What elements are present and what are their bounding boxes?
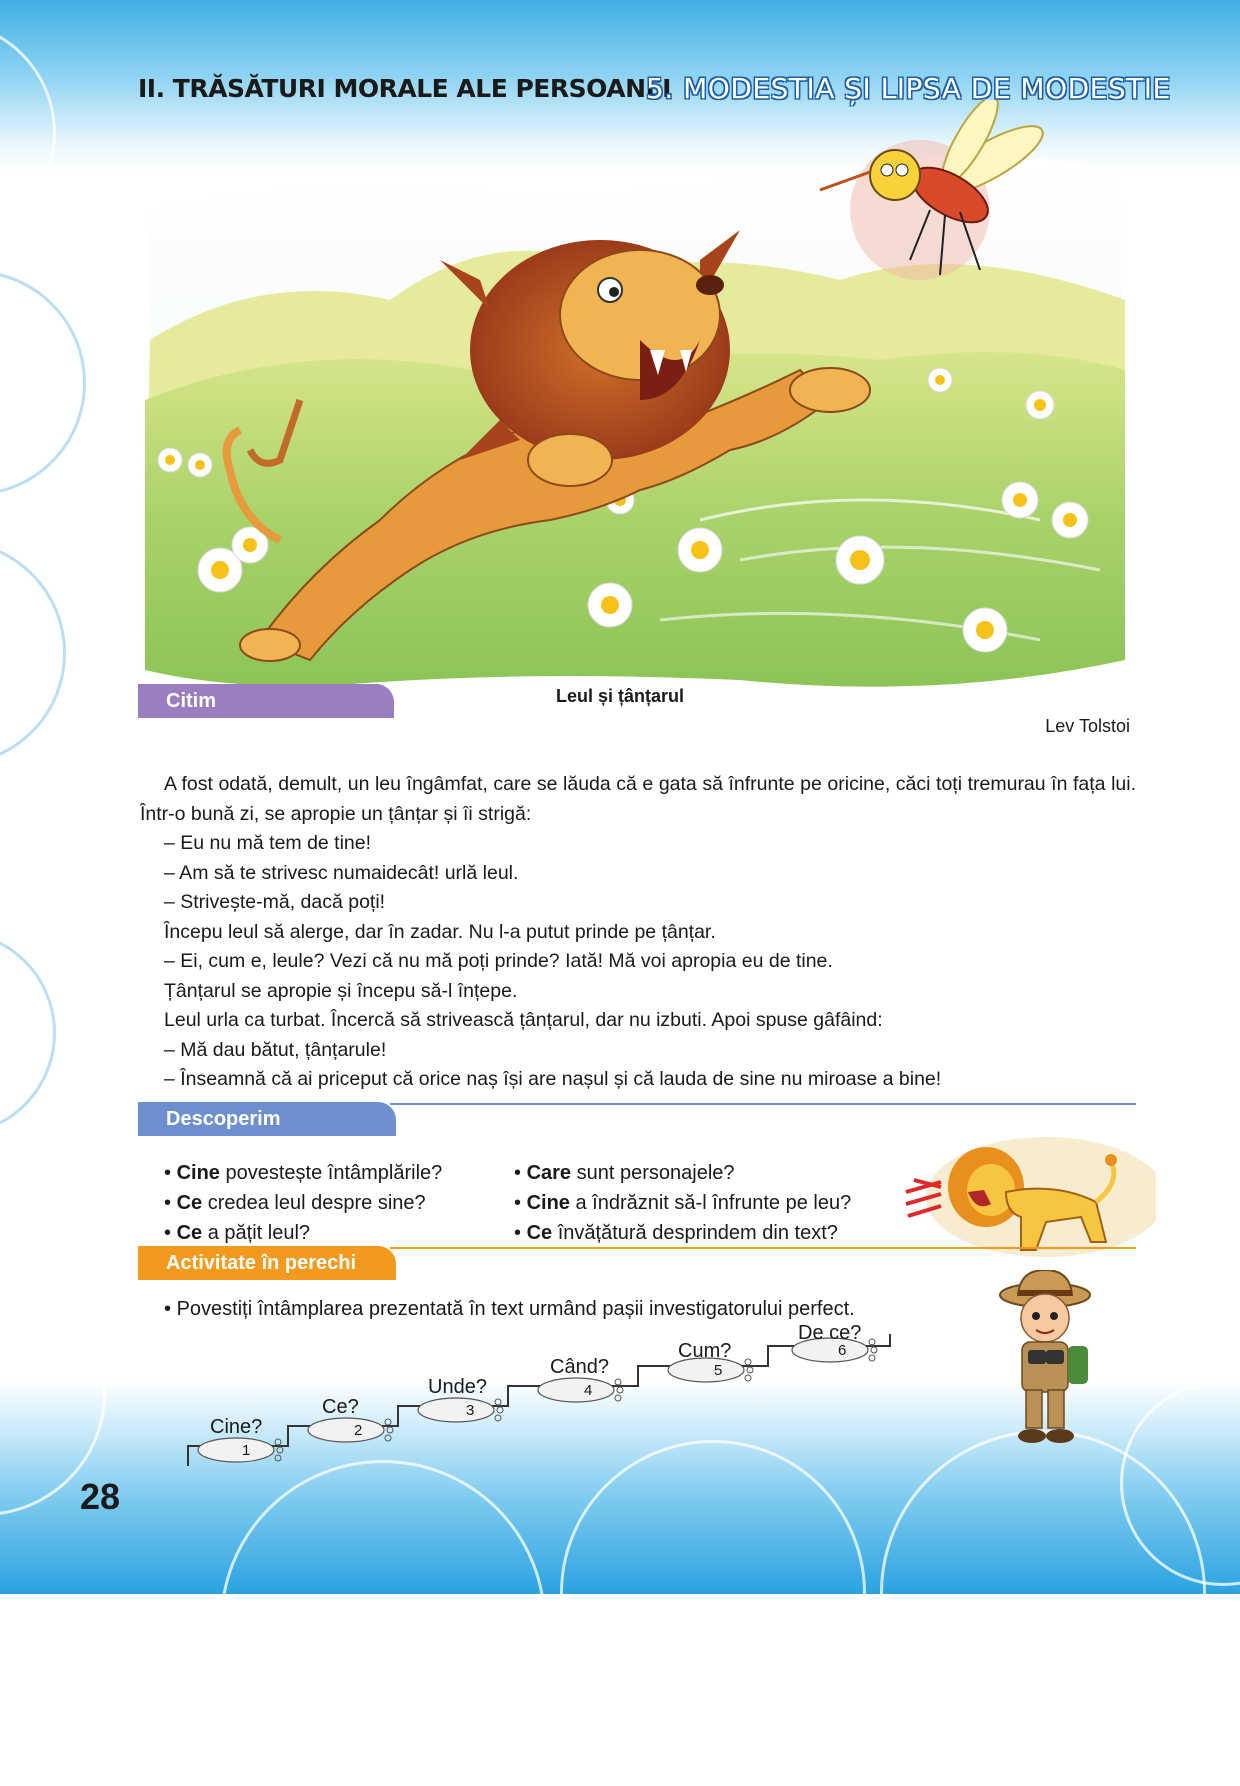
- question-item: [514, 1222, 838, 1245]
- story-line: Începu leul să alerge, dar în zadar. Nu l-a putut prinde pe țânțar.: [164, 920, 716, 943]
- section-pair-activity-tab: Activitate în perechi: [138, 1246, 396, 1280]
- story-title: Leul și țânțarul: [556, 686, 685, 706]
- story-author: Lev Tolstoi: [1045, 716, 1130, 736]
- activity-instruction: [164, 1298, 855, 1321]
- step-number: 5: [714, 1362, 723, 1379]
- question-text: credea leul despre sine?: [202, 1192, 426, 1214]
- bullet: •: [164, 1162, 172, 1184]
- bullet: •: [514, 1192, 522, 1214]
- story-line: – Eu nu mă tem de tine!: [164, 832, 372, 854]
- lion-mosquito-illustration: [140, 100, 1130, 700]
- section-read-tab: Citim: [138, 684, 394, 718]
- lesson-title: 5. MODESTIA ȘI LIPSA DE MODESTIE: [646, 72, 1171, 105]
- question-text: sunt personajele?: [571, 1162, 735, 1184]
- question-text: povestește întâmplările?: [219, 1162, 443, 1184]
- step-label: Ce?: [322, 1396, 359, 1418]
- bullet: •: [164, 1192, 172, 1214]
- decor-circle: [220, 1460, 546, 1786]
- step-number: 1: [242, 1442, 251, 1459]
- step-number: 6: [838, 1342, 847, 1359]
- question-item: [164, 1162, 442, 1185]
- question-item: [514, 1162, 735, 1185]
- chapter-title: II. TRĂSĂTURI MORALE ALE PERSOANEI: [138, 74, 671, 103]
- roaring-lion-illustration: [896, 1132, 1156, 1262]
- question-keyword: Ce: [176, 1222, 203, 1244]
- step-label: Cine?: [210, 1416, 263, 1438]
- step-number: 3: [466, 1402, 475, 1419]
- story-text: [140, 770, 1136, 1095]
- story-paragraph: A fost odată, demult, un leu îngâmfat, care se lăuda că e gata să înfrunte pe oricine, căci toți tremurau în fața lui. Într-o bună zi, se apropie un țânțar și îi strigă:: [140, 773, 1136, 825]
- step-label: Cum?: [678, 1340, 732, 1362]
- story-line: – Am să te strivesc numaidecât! urlă leul.: [164, 861, 519, 884]
- question-item: [514, 1192, 851, 1215]
- explorer-boy-illustration: [990, 1270, 1100, 1450]
- story-line: – Înseamnă că ai priceput că orice naș își are nașul și că lauda de sine nu miroase a bine!: [164, 1068, 942, 1090]
- decor-circle: [0, 270, 86, 496]
- pair-activity-rule: [390, 1247, 1136, 1249]
- question-text: a pățit leul?: [202, 1222, 311, 1244]
- question-text: a îndrăznit să-l înfrunte pe leu?: [569, 1192, 852, 1214]
- question-keyword: Ce: [176, 1192, 203, 1214]
- decor-circle: [0, 930, 56, 1136]
- question-keyword: Cine: [176, 1162, 220, 1184]
- question-item: [164, 1192, 426, 1215]
- decor-circle: [0, 540, 66, 766]
- decor-circle: [560, 1440, 866, 1746]
- bullet: •: [164, 1222, 172, 1244]
- section-discover-tab: Descoperim: [138, 1102, 396, 1136]
- step-label: Unde?: [428, 1376, 487, 1398]
- activity-instruction-text: Povestiți întâmplarea prezentată în text urmând pașii investigatorului perfect.: [176, 1298, 855, 1320]
- story-line: – Strivește-mă, dacă poți!: [164, 891, 386, 913]
- bullet: •: [514, 1222, 522, 1244]
- story-line: – Mă dau bătut, țânțarule!: [164, 1038, 387, 1061]
- question-item: [164, 1222, 310, 1245]
- step-label: Când?: [550, 1356, 609, 1378]
- bullet: •: [164, 1298, 172, 1320]
- discover-rule: [390, 1103, 1136, 1105]
- step-label: De ce?: [798, 1322, 862, 1344]
- story-line: Leul urla ca turbat. Încercă să strivească țânțarul, dar nu izbuti. Apoi spuse gâfâind:: [164, 1009, 883, 1031]
- question-keyword: Care: [526, 1162, 572, 1184]
- step-number: 2: [354, 1422, 363, 1439]
- question-keyword: Cine: [526, 1192, 570, 1214]
- investigator-steps: [180, 1322, 900, 1470]
- step-number: 4: [584, 1382, 593, 1399]
- story-line: Țânțarul se apropie și începu să-l înțepe.: [164, 979, 518, 1002]
- story-line: – Ei, cum e, leule? Vezi că nu mă poți prinde? Iată! Mă voi apropia eu de tine.: [164, 950, 833, 972]
- bullet: •: [514, 1162, 522, 1184]
- page-number: 28: [80, 1476, 121, 1517]
- question-text: învățătură desprindem din text?: [552, 1222, 838, 1244]
- question-keyword: Ce: [526, 1222, 553, 1244]
